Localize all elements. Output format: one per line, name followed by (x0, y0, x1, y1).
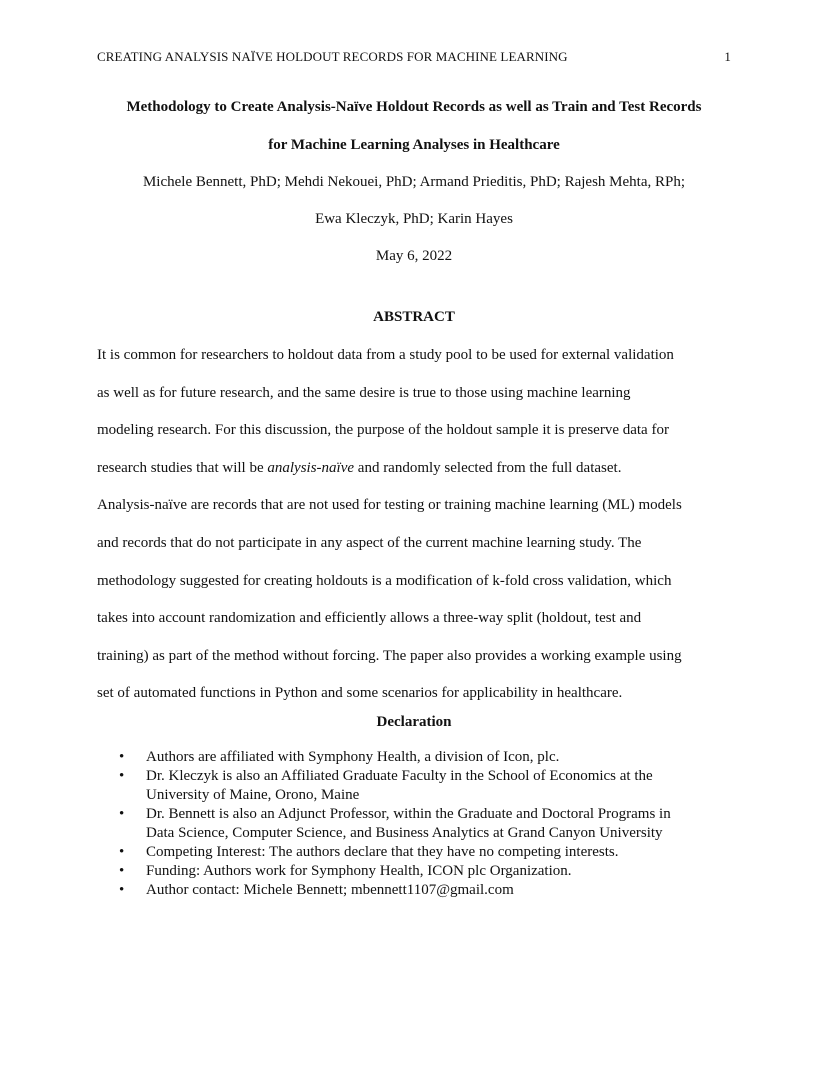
abstract-text: and randomly selected from the full dataset. (354, 459, 622, 476)
declaration-text: Competing Interest: The authors declare that they have no competing interests. (146, 844, 619, 860)
page-number: 1 (724, 49, 731, 64)
publication-date: May 6, 2022 (375, 248, 453, 264)
abstract-line: modeling research. For this discussion, the purpose of the holdout sample it is preserve data for (97, 422, 669, 439)
bullet-icon: • (119, 844, 125, 860)
bullet-icon: • (119, 768, 125, 784)
declaration-text: Funding: Authors work for Symphony Health, ICON plc Organization. (146, 863, 572, 879)
declaration-heading: Declaration (376, 714, 452, 730)
abstract-body (97, 337, 737, 713)
declaration-item (97, 767, 737, 805)
declaration-text: Dr. Kleczyk is also an Affiliated Graduate Faculty in the School of Economics at the (146, 768, 653, 784)
declaration-item (97, 881, 737, 900)
abstract-line: as well as for future research, and the same desire is true to those using machine learning (97, 384, 631, 401)
paper-title-line-1: Methodology to Create Analysis-Naïve Holdout Records as well as Train and Test Records (126, 99, 702, 115)
declaration-text: Author contact: Michele Bennett; mbennett1107@gmail.com (146, 882, 514, 898)
declaration-text: Dr. Bennett is also an Adjunct Professor, within the Graduate and Doctoral Programs in (146, 806, 671, 822)
abstract-line: Analysis-naïve are records that are not used for testing or training machine learning (ML) models (97, 497, 682, 514)
bullet-icon: • (119, 863, 125, 879)
abstract-text: research studies that will be (97, 459, 268, 476)
declaration-item (97, 805, 737, 843)
declaration-text: Data Science, Computer Science, and Business Analytics at Grand Canyon University (146, 825, 663, 841)
abstract-line: methodology suggested for creating holdouts is a modification of k-fold cross validation, which (97, 572, 672, 589)
abstract-line: It is common for researchers to holdout data from a study pool to be used for external validation (97, 347, 674, 363)
declaration-item (97, 748, 737, 767)
declaration-list (97, 748, 737, 900)
bullet-icon: • (119, 749, 125, 765)
abstract-line (97, 450, 737, 488)
abstract-emphasis: analysis-naïve (267, 459, 355, 476)
abstract-line: training) as part of the method without forcing. The paper also provides a working example using (97, 647, 682, 664)
declaration-text: Authors are affiliated with Symphony Health, a division of Icon, plc. (146, 749, 560, 765)
abstract-heading: ABSTRACT (373, 309, 455, 325)
running-head-title: CREATING ANALYSIS NAÏVE HOLDOUT RECORDS FOR MACHINE LEARNING (97, 49, 568, 64)
author-list-line-2: Ewa Kleczyk, PhD; Karin Hayes (315, 211, 513, 227)
declaration-item (97, 862, 737, 881)
abstract-line: set of automated functions in Python and some scenarios for applicability in healthcare. (97, 685, 623, 702)
author-list-line-1: Michele Bennett, PhD; Mehdi Nekouei, PhD; Armand Prieditis, PhD; Rajesh Mehta, RPh; (142, 174, 686, 190)
bullet-icon: • (119, 882, 125, 898)
abstract-line: and records that do not participate in any aspect of the current machine learning study. The (97, 534, 642, 551)
bullet-icon: • (119, 806, 125, 822)
abstract-line: takes into account randomization and efficiently allows a three-way split (holdout, test and (97, 610, 642, 627)
declaration-text: University of Maine, Orono, Maine (146, 787, 360, 803)
paper-title-line-2: for Machine Learning Analyses in Healthcare (268, 137, 560, 153)
declaration-item (97, 843, 737, 862)
